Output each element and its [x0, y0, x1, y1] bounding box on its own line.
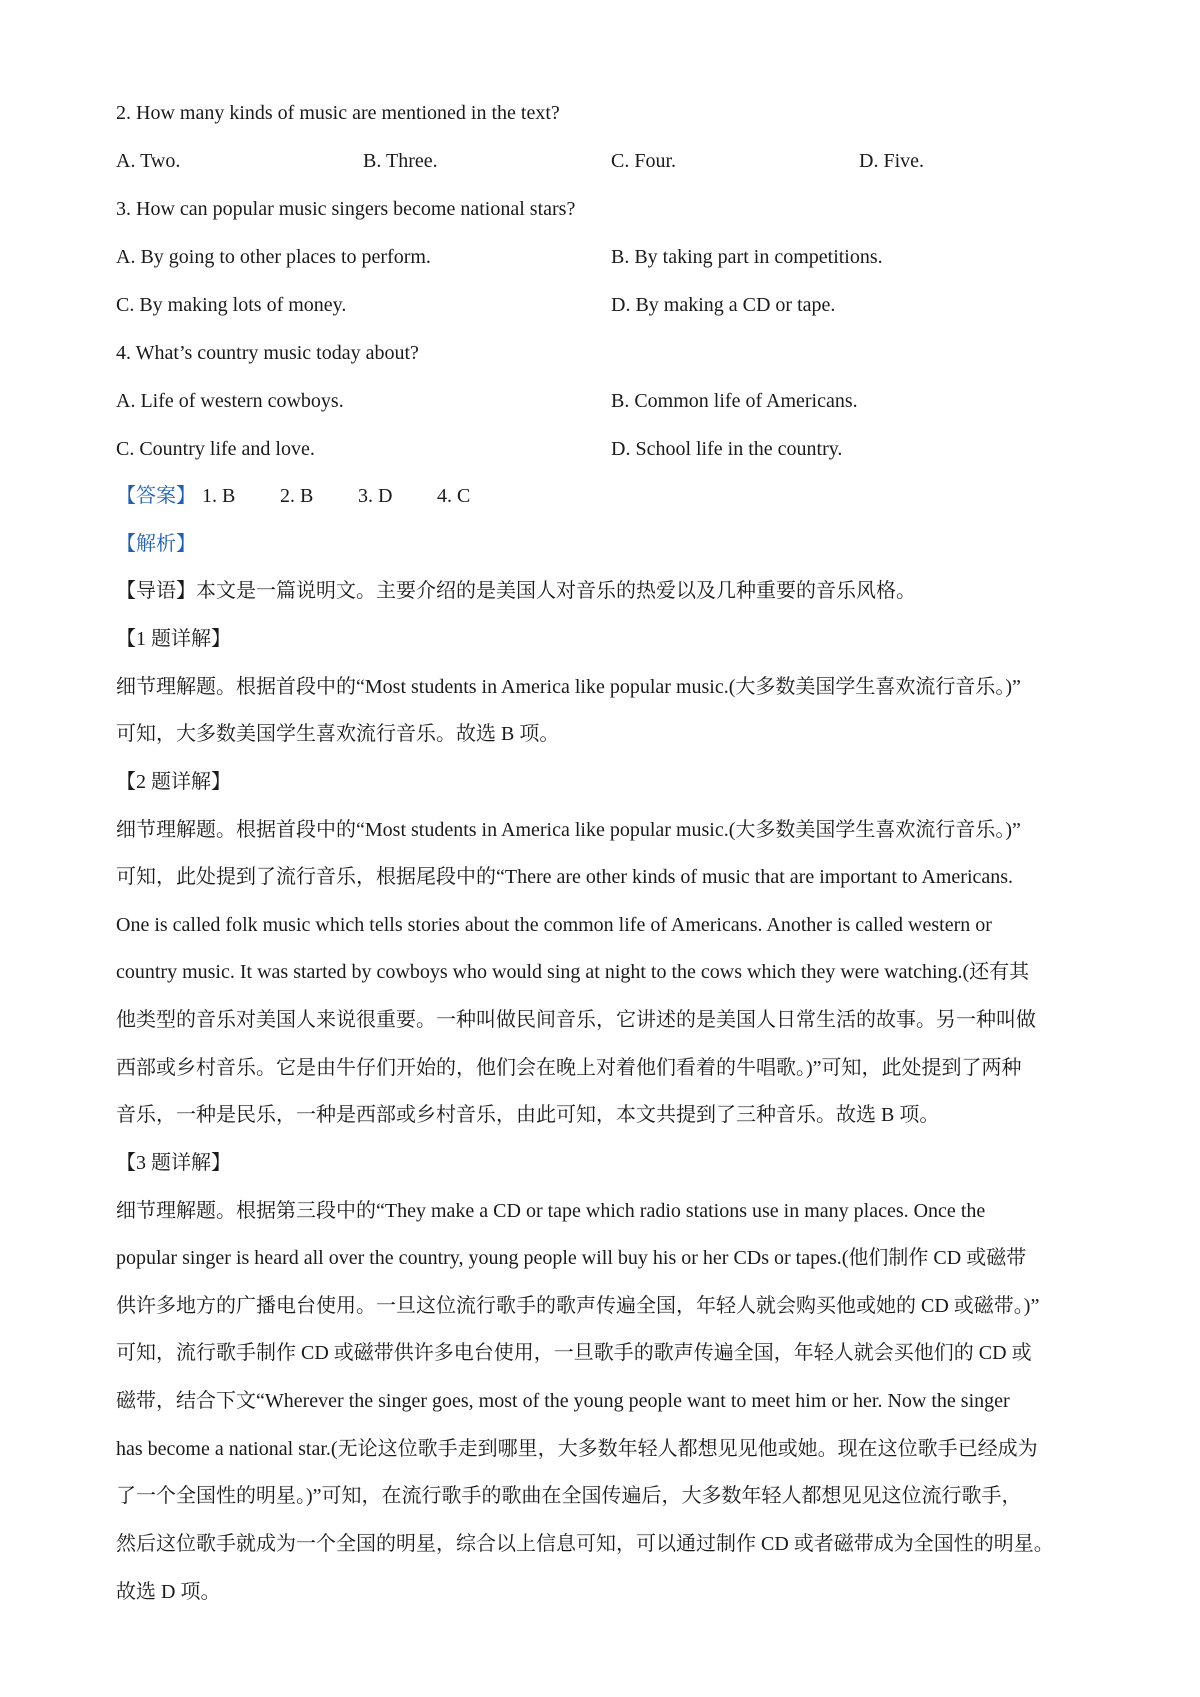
- detail-3-line: 供许多地方的广播电台使用。一旦这位流行歌手的歌声传遍全国，年轻人就会购买他或她的 CD 或磁带。)”: [116, 1295, 1040, 1317]
- detail-1-line: 可知，大多数美国学生喜欢流行音乐。故选 B 项。: [116, 723, 560, 745]
- intro-text: 【导语】本文是一篇说明文。主要介绍的是美国人对音乐的热爱以及几种重要的音乐风格。: [116, 580, 916, 602]
- question-3-option-a: A. By going to other places to perform.: [116, 246, 431, 268]
- detail-2-line: 西部或乡村音乐。它是由牛仔们开始的，他们会在晚上对着他们看着的牛唱歌。)”可知，此处提到了两种: [116, 1057, 1022, 1079]
- detail-2-line: country music. It was started by cowboys who would sing at night to the cows which they were watching.(还有其: [116, 961, 1030, 983]
- detail-2-line: 可知，此处提到了流行音乐，根据尾段中的“There are other kinds of music that are important to Americans.: [116, 866, 1014, 888]
- answer-item-4: 4. C: [437, 485, 471, 507]
- detail-2-line: 他类型的音乐对美国人来说很重要。一种叫做民间音乐，它讲述的是美国人日常生活的故事。另一种叫做: [116, 1009, 1036, 1031]
- answer-label: 【答案】: [116, 485, 196, 507]
- detail-3-line: 然后这位歌手就成为一个全国的明星，综合以上信息可知，可以通过制作 CD 或者磁带成为全国性的明星。: [116, 1533, 1054, 1555]
- analysis-label: 【解析】: [116, 533, 196, 555]
- question-2-option-c: C. Four.: [611, 150, 677, 172]
- answer-item-3: 3. D: [358, 485, 393, 507]
- detail-3-line: 故选 D 项。: [116, 1581, 221, 1603]
- detail-3-line: 了一个全国性的明星。)”可知，在流行歌手的歌曲在全国传遍后，大多数年轻人都想见见这位流行歌手，: [116, 1485, 1022, 1507]
- question-4-option-b: B. Common life of Americans.: [611, 390, 858, 412]
- question-2-option-d: D. Five.: [859, 150, 924, 172]
- question-2-option-a: A. Two.: [116, 150, 181, 172]
- detail-2-line: 音乐，一种是民乐，一种是西部或乡村音乐，由此可知，本文共提到了三种音乐。故选 B 项。: [116, 1104, 940, 1126]
- detail-3-line: 磁带，结合下文“Wherever the singer goes, most of the young people want to meet him or her. Now the singer: [116, 1390, 1010, 1412]
- question-4-stem: 4. What’s country music today about?: [116, 342, 419, 364]
- question-3-option-d: D. By making a CD or tape.: [611, 294, 836, 316]
- detail-2-heading: 【2 题详解】: [116, 771, 231, 793]
- detail-2-line: One is called folk music which tells stories about the common life of Americans. Another is called western or: [116, 914, 992, 936]
- detail-3-line: 细节理解题。根据第三段中的“They make a CD or tape which radio stations use in many places. Once the: [116, 1200, 986, 1222]
- answer-item-2: 2. B: [280, 485, 314, 507]
- detail-3-heading: 【3 题详解】: [116, 1152, 231, 1174]
- question-2-stem: 2. How many kinds of music are mentioned in the text?: [116, 102, 560, 124]
- question-3-option-b: B. By taking part in competitions.: [611, 246, 883, 268]
- question-3-option-c: C. By making lots of money.: [116, 294, 347, 316]
- detail-2-line: 细节理解题。根据首段中的“Most students in America like popular music.(大多数美国学生喜欢流行音乐。)”: [116, 819, 1021, 841]
- detail-3-line: 可知，流行歌手制作 CD 或磁带供许多电台使用，一旦歌手的歌声传遍全国，年轻人就会买他们的 CD 或: [116, 1342, 1032, 1364]
- detail-1-line: 细节理解题。根据首段中的“Most students in America like popular music.(大多数美国学生喜欢流行音乐。)”: [116, 676, 1021, 698]
- detail-3-line: has become a national star.(无论这位歌手走到哪里，大多数年轻人都想见见他或她。现在这位歌手已经成为: [116, 1438, 1038, 1460]
- question-3-stem: 3. How can popular music singers become national stars?: [116, 198, 576, 220]
- question-4-option-c: C. Country life and love.: [116, 438, 315, 460]
- question-4-option-a: A. Life of western cowboys.: [116, 390, 344, 412]
- answer-item-1: 1. B: [202, 485, 236, 507]
- detail-1-heading: 【1 题详解】: [116, 628, 231, 650]
- detail-3-line: popular singer is heard all over the country, young people will buy his or her CDs or tapes.(他们制作 CD 或磁带: [116, 1247, 1027, 1269]
- question-4-option-d: D. School life in the country.: [611, 438, 843, 460]
- question-2-option-b: B. Three.: [363, 150, 438, 172]
